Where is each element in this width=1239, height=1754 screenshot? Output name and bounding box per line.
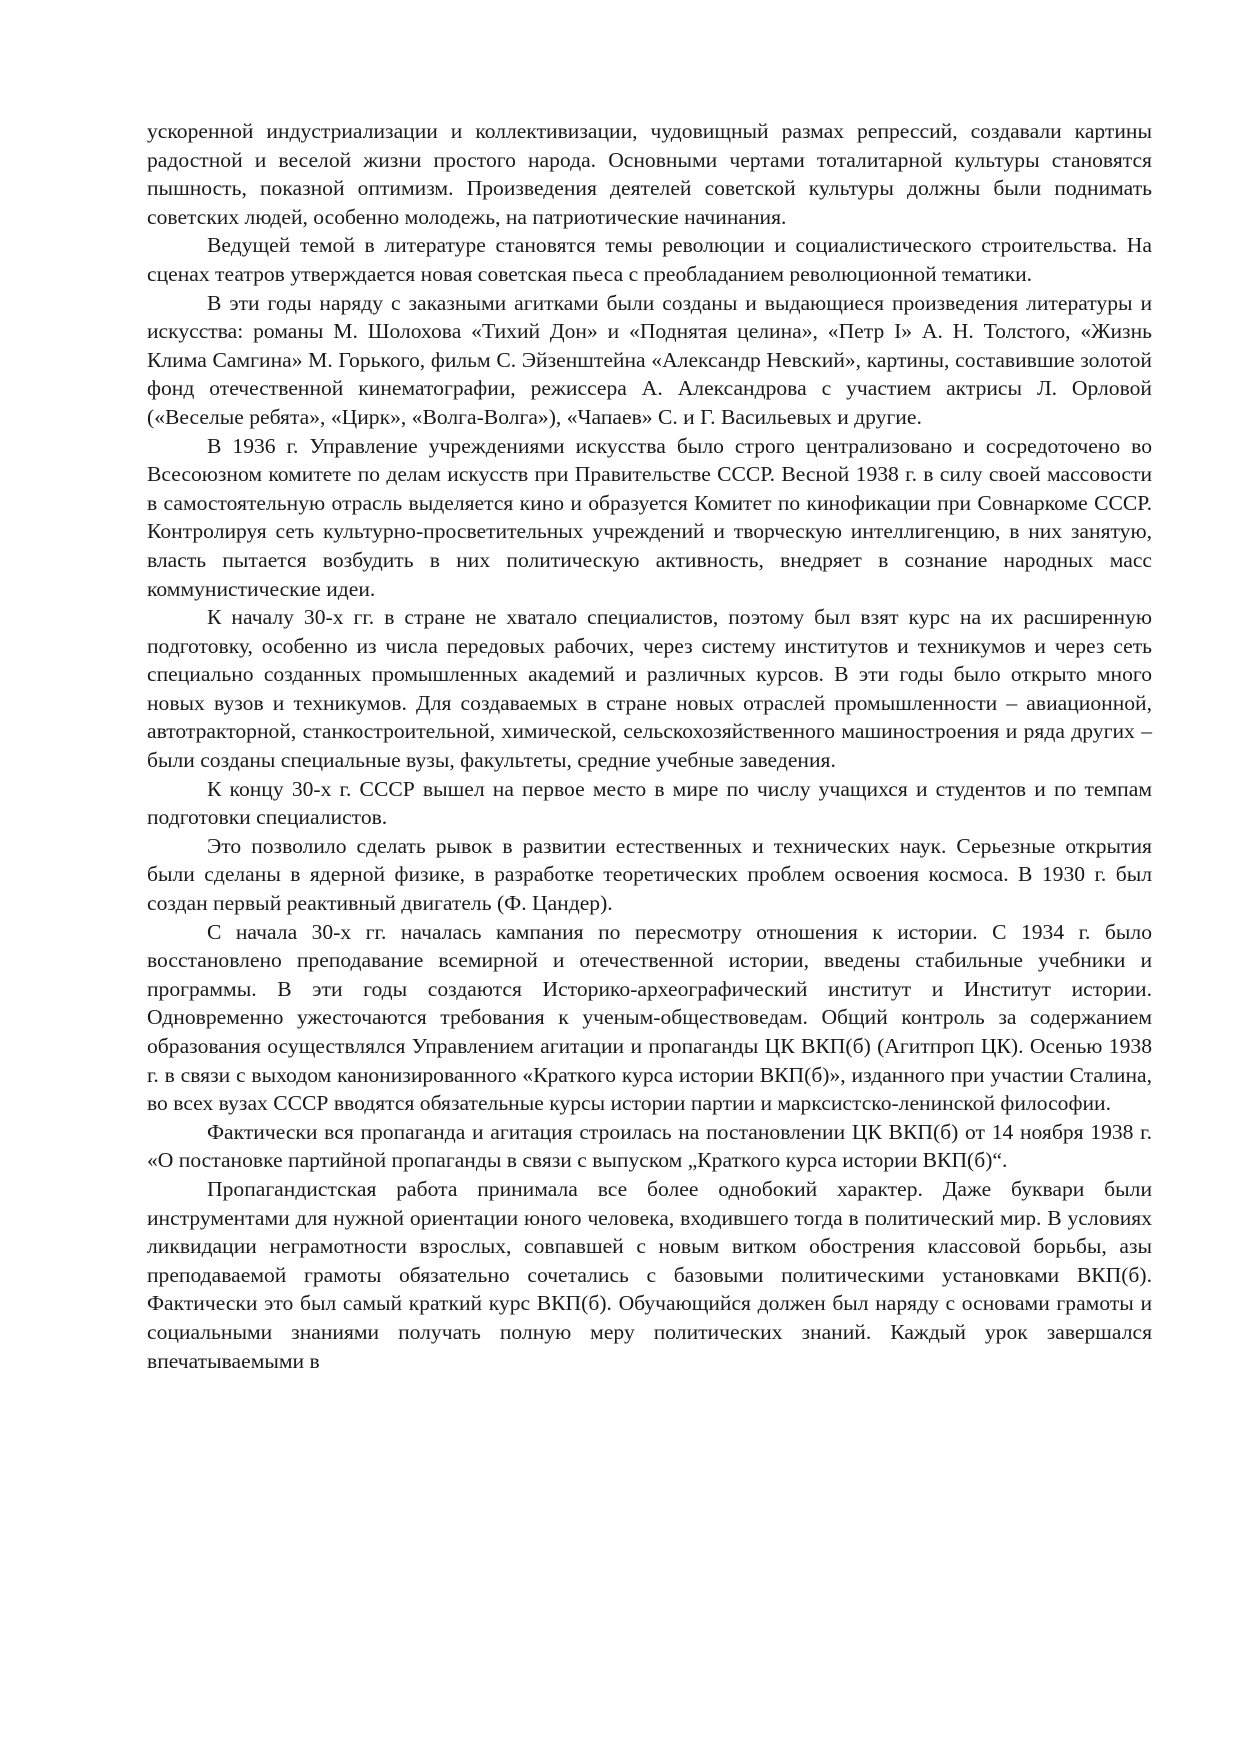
paragraph: В эти годы наряду с заказными агитками были созданы и выдающиеся произведения литературы и искусства: романы М. Шолохова «Тихий Дон» и «Поднятая целина», «Петр I» А. Н. Толстого, «Жизнь Клима Самгина» М. Горького, фильм С. Эйзенштейна «Александр Невский», картины, составившие золотой фонд отечественной кинематографии, режиссера А. Александрова с участием актрисы Л. Орловой («Веселые ребята», «Цирк», «Волга-Волга»), «Чапаев» С. и Г. Васильевых и другие.	[147, 290, 1152, 429]
paragraph: Пропагандистская работа принимала все более однобокий характер. Даже буквари были инструментами для нужной ориентации юного человека, входившего тогда в политический мир. В условиях ликвидации неграмотности взрослых, совпавшей с новым витком обострения классовой борьбы, азы преподаваемой грамоты обязательно сочетались с базовыми политическими установками ВКП(б). Фактически это был самый краткий курс ВКП(б). Обучающийся должен был наряду с основами грамоты и социальными знаниями получать полную меру политических знаний. Каждый урок завершался впечатываемыми в	[147, 1176, 1152, 1373]
paragraph: Фактически вся пропаганда и агитация строилась на постановлении ЦК ВКП(б) от 14 ноября 1938 г. «О постановке партийной пропаганды в связи с выпуском „Краткого курса истории ВКП(б)“.	[147, 1119, 1152, 1173]
document-page	[147, 117, 1152, 1375]
paragraph: Ведущей темой в литературе становятся темы революции и социалистического строительства. На сценах театров утверждается новая советская пьеса с преобладанием революционной тематики.	[147, 233, 1152, 286]
paragraph: В 1936 г. Управление учреждениями искусства было строго централизовано и сосредоточено во Всесоюзном комитете по делам искусств при Правительстве СССР. Весной 1938 г. в силу своей массовости в самостоятельную отрасль выделяется кино и образуется Комитет по кинофикации при Совнаркоме СССР. Контролируя сеть культурно-просветительных учреждений и творческую интеллигенцию, в них занятую, власть пытается возбудить в них политическую активность, внедряет в сознание народных масс коммунистические идеи.	[147, 433, 1152, 601]
paragraph: К концу 30-х г. СССР вышел на первое место в мире по числу учащихся и студентов и по темпам подготовки специалистов.	[147, 776, 1152, 830]
paragraph: Это позволило сделать рывок в развитии естественных и технических наук. Серьезные открытия были сделаны в ядерной физике, в разработке теоретических проблем освоения космоса. В 1930 г. был создан первый реактивный двигатель (Ф. Цандер).	[147, 833, 1152, 916]
paragraph: С начала 30-х гг. началась кампания по пересмотру отношения к истории. С 1934 г. было восстановлено преподавание всемирной и отечественной истории, введены стабильные учебники и программы. В эти годы создаются Историко-археографический институт и Институт истории. Одновременно ужесточаются требования к ученым-обществоведам. Общий контроль за содержанием образования осуществлялся Управлением агитации и пропаганды ЦК ВКП(б) (Агитпроп ЦК). Осенью 1938 г. в связи с выходом канонизированного «Краткого курса истории ВКП(б)», изданного при участии Сталина, во всех вузах СССР вводятся обязательные курсы истории партии и марксистско-ленинской философии.	[147, 919, 1152, 1116]
paragraph: К началу 30-х гг. в стране не хватало специалистов, поэтому был взят курс на их расширенную подготовку, особенно из числа передовых рабочих, через систему институтов и техникумов и через сеть специально созданных промышленных академий и различных курсов. В эти годы было открыто много новых вузов и техникумов. Для создаваемых в стране новых отраслей промышленности – авиационной, автотракторной, станкостроительной, химической, сельскохозяйственного машиностроения и ряда других – были созданы специальные вузы, факультеты, средние учебные заведения.	[147, 605, 1152, 773]
paragraph: ускоренной индустриализации и коллективизации, чудовищный размах репрессий, создавали картины радостной и веселой жизни простого народа. Основными чертами тоталитарной культуры становятся пышность, показной оптимизм. Произведения деятелей советской культуры должны были поднимать советских людей, особенно молодежь, на патриотические начинания.	[147, 119, 1152, 229]
